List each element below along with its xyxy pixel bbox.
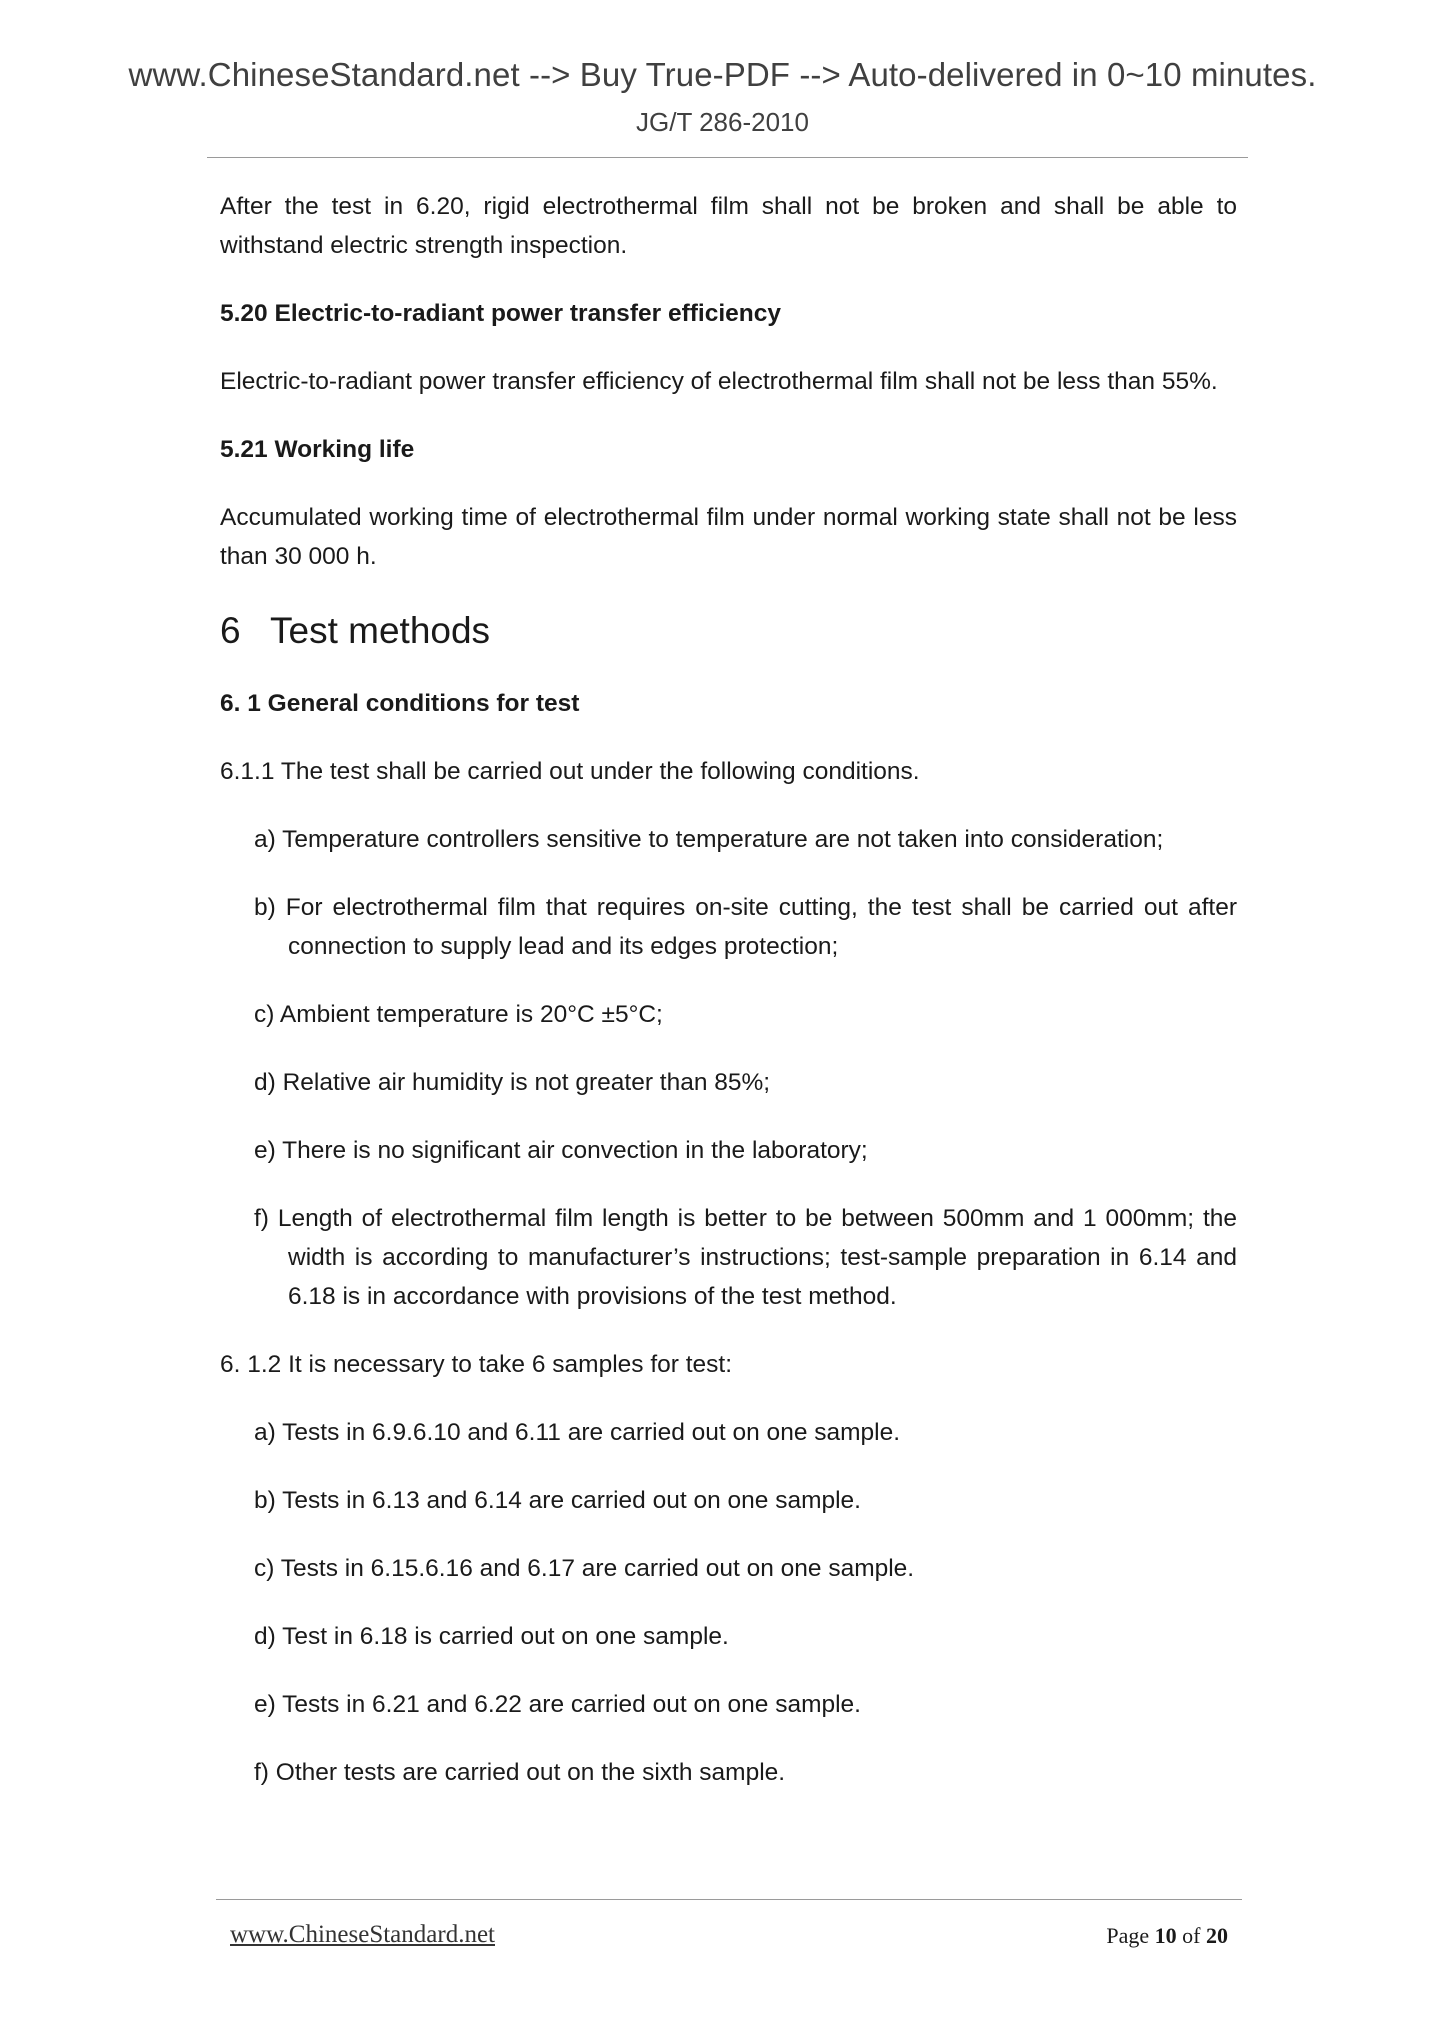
list-item: f) Length of electrothermal film length is better to be between 500mm and 1 000mm; the width is according to manufacturer’s instructions; test-sample preparation in 6.14 and 6.18 is in accordance with provisions of the test method. [254, 1205, 1237, 1310]
list-item: d) Relative air humidity is not greater than 85%; [254, 1069, 771, 1096]
section-5-20-heading: 5.20 Electric-to-radiant power transfer efficiency [220, 300, 781, 327]
intro-paragraph: After the test in 6.20, rigid electrothermal film shall not be broken and shall be able to withstand electric strength inspection. [220, 193, 1237, 259]
clause-6-1-1: 6.1.1 The test shall be carried out under the following conditions. [220, 758, 920, 785]
footer-divider [216, 1899, 1242, 1900]
document-body [220, 187, 1237, 1821]
list-item: a) Tests in 6.9.6.10 and 6.11 are carried out on one sample. [254, 1419, 901, 1446]
list-item: b) For electrothermal film that requires on-site cutting, the test shall be carried out after connection to supply lead and its edges protection; [254, 894, 1237, 960]
list-item: e) There is no significant air convection in the laboratory; [254, 1137, 868, 1164]
list-item: e) Tests in 6.21 and 6.22 are carried out on one sample. [254, 1691, 861, 1718]
page-total: 20 [1206, 1923, 1228, 1948]
section-6-1-heading: 6. 1 General conditions for test [220, 690, 580, 717]
list-item: f) Other tests are carried out on the sixth sample. [254, 1759, 786, 1786]
page-indicator [1106, 1923, 1228, 1949]
list-item: c) Ambient temperature is 20°C ±5°C; [254, 1001, 663, 1028]
list-item: b) Tests in 6.13 and 6.14 are carried out on one sample. [254, 1487, 861, 1514]
list-item: c) Tests in 6.15.6.16 and 6.17 are carried out on one sample. [254, 1555, 915, 1582]
sample-allocation-list [220, 1413, 1237, 1792]
header-divider [207, 157, 1248, 158]
section-5-21-text: Accumulated working time of electrothermal film under normal working state shall not be less than 30 000 h. [220, 504, 1237, 570]
section-5-21-heading: 5.21 Working life [220, 436, 415, 463]
chapter-number: 6 [220, 610, 241, 651]
standard-number: JG/T 286-2010 [636, 107, 809, 137]
page-word: Page [1106, 1923, 1150, 1948]
clause-6-1-2: 6. 1.2 It is necessary to take 6 samples for test: [220, 1351, 733, 1378]
section-5-20-text: Electric-to-radiant power transfer efficiency of electrothermal film shall not be less than 55%. [220, 368, 1218, 395]
test-conditions-list [220, 820, 1237, 1316]
page-of: of [1182, 1923, 1201, 1948]
list-item: a) Temperature controllers sensitive to temperature are not taken into consideration; [254, 826, 1164, 853]
list-item: d) Test in 6.18 is carried out on one sample. [254, 1623, 729, 1650]
chapter-6-heading [220, 606, 1237, 656]
chapter-title: Test methods [270, 610, 491, 651]
header-banner[interactable]: www.ChineseStandard.net --> Buy True-PDF --> Auto-delivered in 0~10 minutes. [128, 56, 1317, 93]
footer-site-link[interactable]: www.ChineseStandard.net [230, 1921, 495, 1948]
page-current: 10 [1154, 1923, 1177, 1948]
